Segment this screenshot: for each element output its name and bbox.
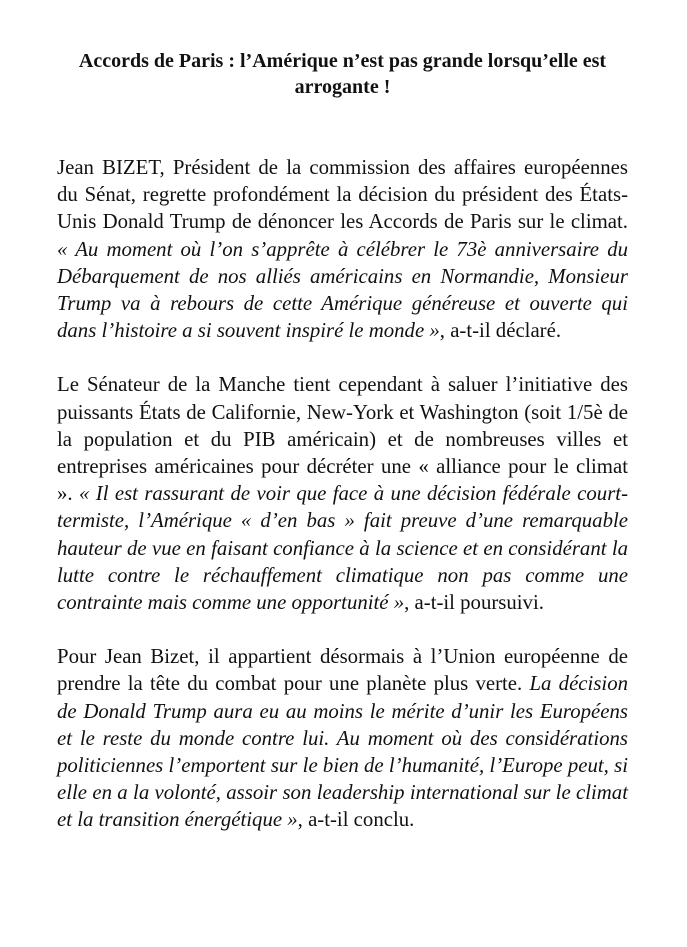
paragraph-1-quote: « Au moment où l’on s’apprête à célébrer le 73è anniversaire du Débarquement de nos alliés américains en Normandie, Monsieur Trump va à rebours de cette Amérique généreuse et ouverte qui dans l’histoire a si souvent inspiré le monde »	[57, 237, 628, 343]
paragraph-1-attribution: , a-t-il déclaré.	[439, 319, 562, 343]
paragraph-3-text: Pour Jean Bizet, il appartient désormais à l’Union européenne de prendre la tête du combat pour une planète plus verte.	[57, 645, 628, 696]
paragraph-1-text: Jean BIZET, Président de la commission des affaires européennes du Sénat, regrette profondément la décision du président des États-Unis Donald Trump de dénoncer les Accords de Paris sur le climat.	[57, 156, 628, 234]
paragraph-2	[57, 371, 628, 616]
paragraph-2-text: Le Sénateur de la Manche tient cependant à saluer l’initiative des puissants États de Californie, New-York et Washington (soit 1/5è de la population et du PIB américain) et de nombreuses villes et entreprises américaines pour décréter une « alliance pour le climat ».	[57, 373, 628, 506]
document-title: Accords de Paris : l’Amérique n’est pas grande lorsqu’elle est arrogante !	[78, 50, 607, 98]
press-release	[57, 48, 628, 834]
paragraph-3-quote: La décision de Donald Trump aura eu au moins le mérite d’unir les Européens et le reste du monde contre lui. Au moment où des considérations politiciennes l’emportent sur le bien de l’humanité, l’Europe peut, si elle en a la volonté, assoir son leadership international sur le climat et la transition énergétique »	[57, 672, 628, 832]
paragraph-3	[57, 643, 628, 833]
paragraph-3-attribution: , a-t-il conclu.	[297, 808, 415, 832]
paragraph-1	[57, 154, 628, 344]
paragraph-2-attribution: , a-t-il poursuivi.	[404, 591, 544, 615]
paragraph-2-quote: « Il est rassurant de voir que face à une décision fédérale court-termiste, l’Amérique « d’en bas » fait preuve d’une remarquable hauteur de vue en faisant confiance à la science et en considérant la lutte contre le réchauffement climatique non pas comme une contrainte mais comme une opportunité »	[57, 482, 628, 615]
